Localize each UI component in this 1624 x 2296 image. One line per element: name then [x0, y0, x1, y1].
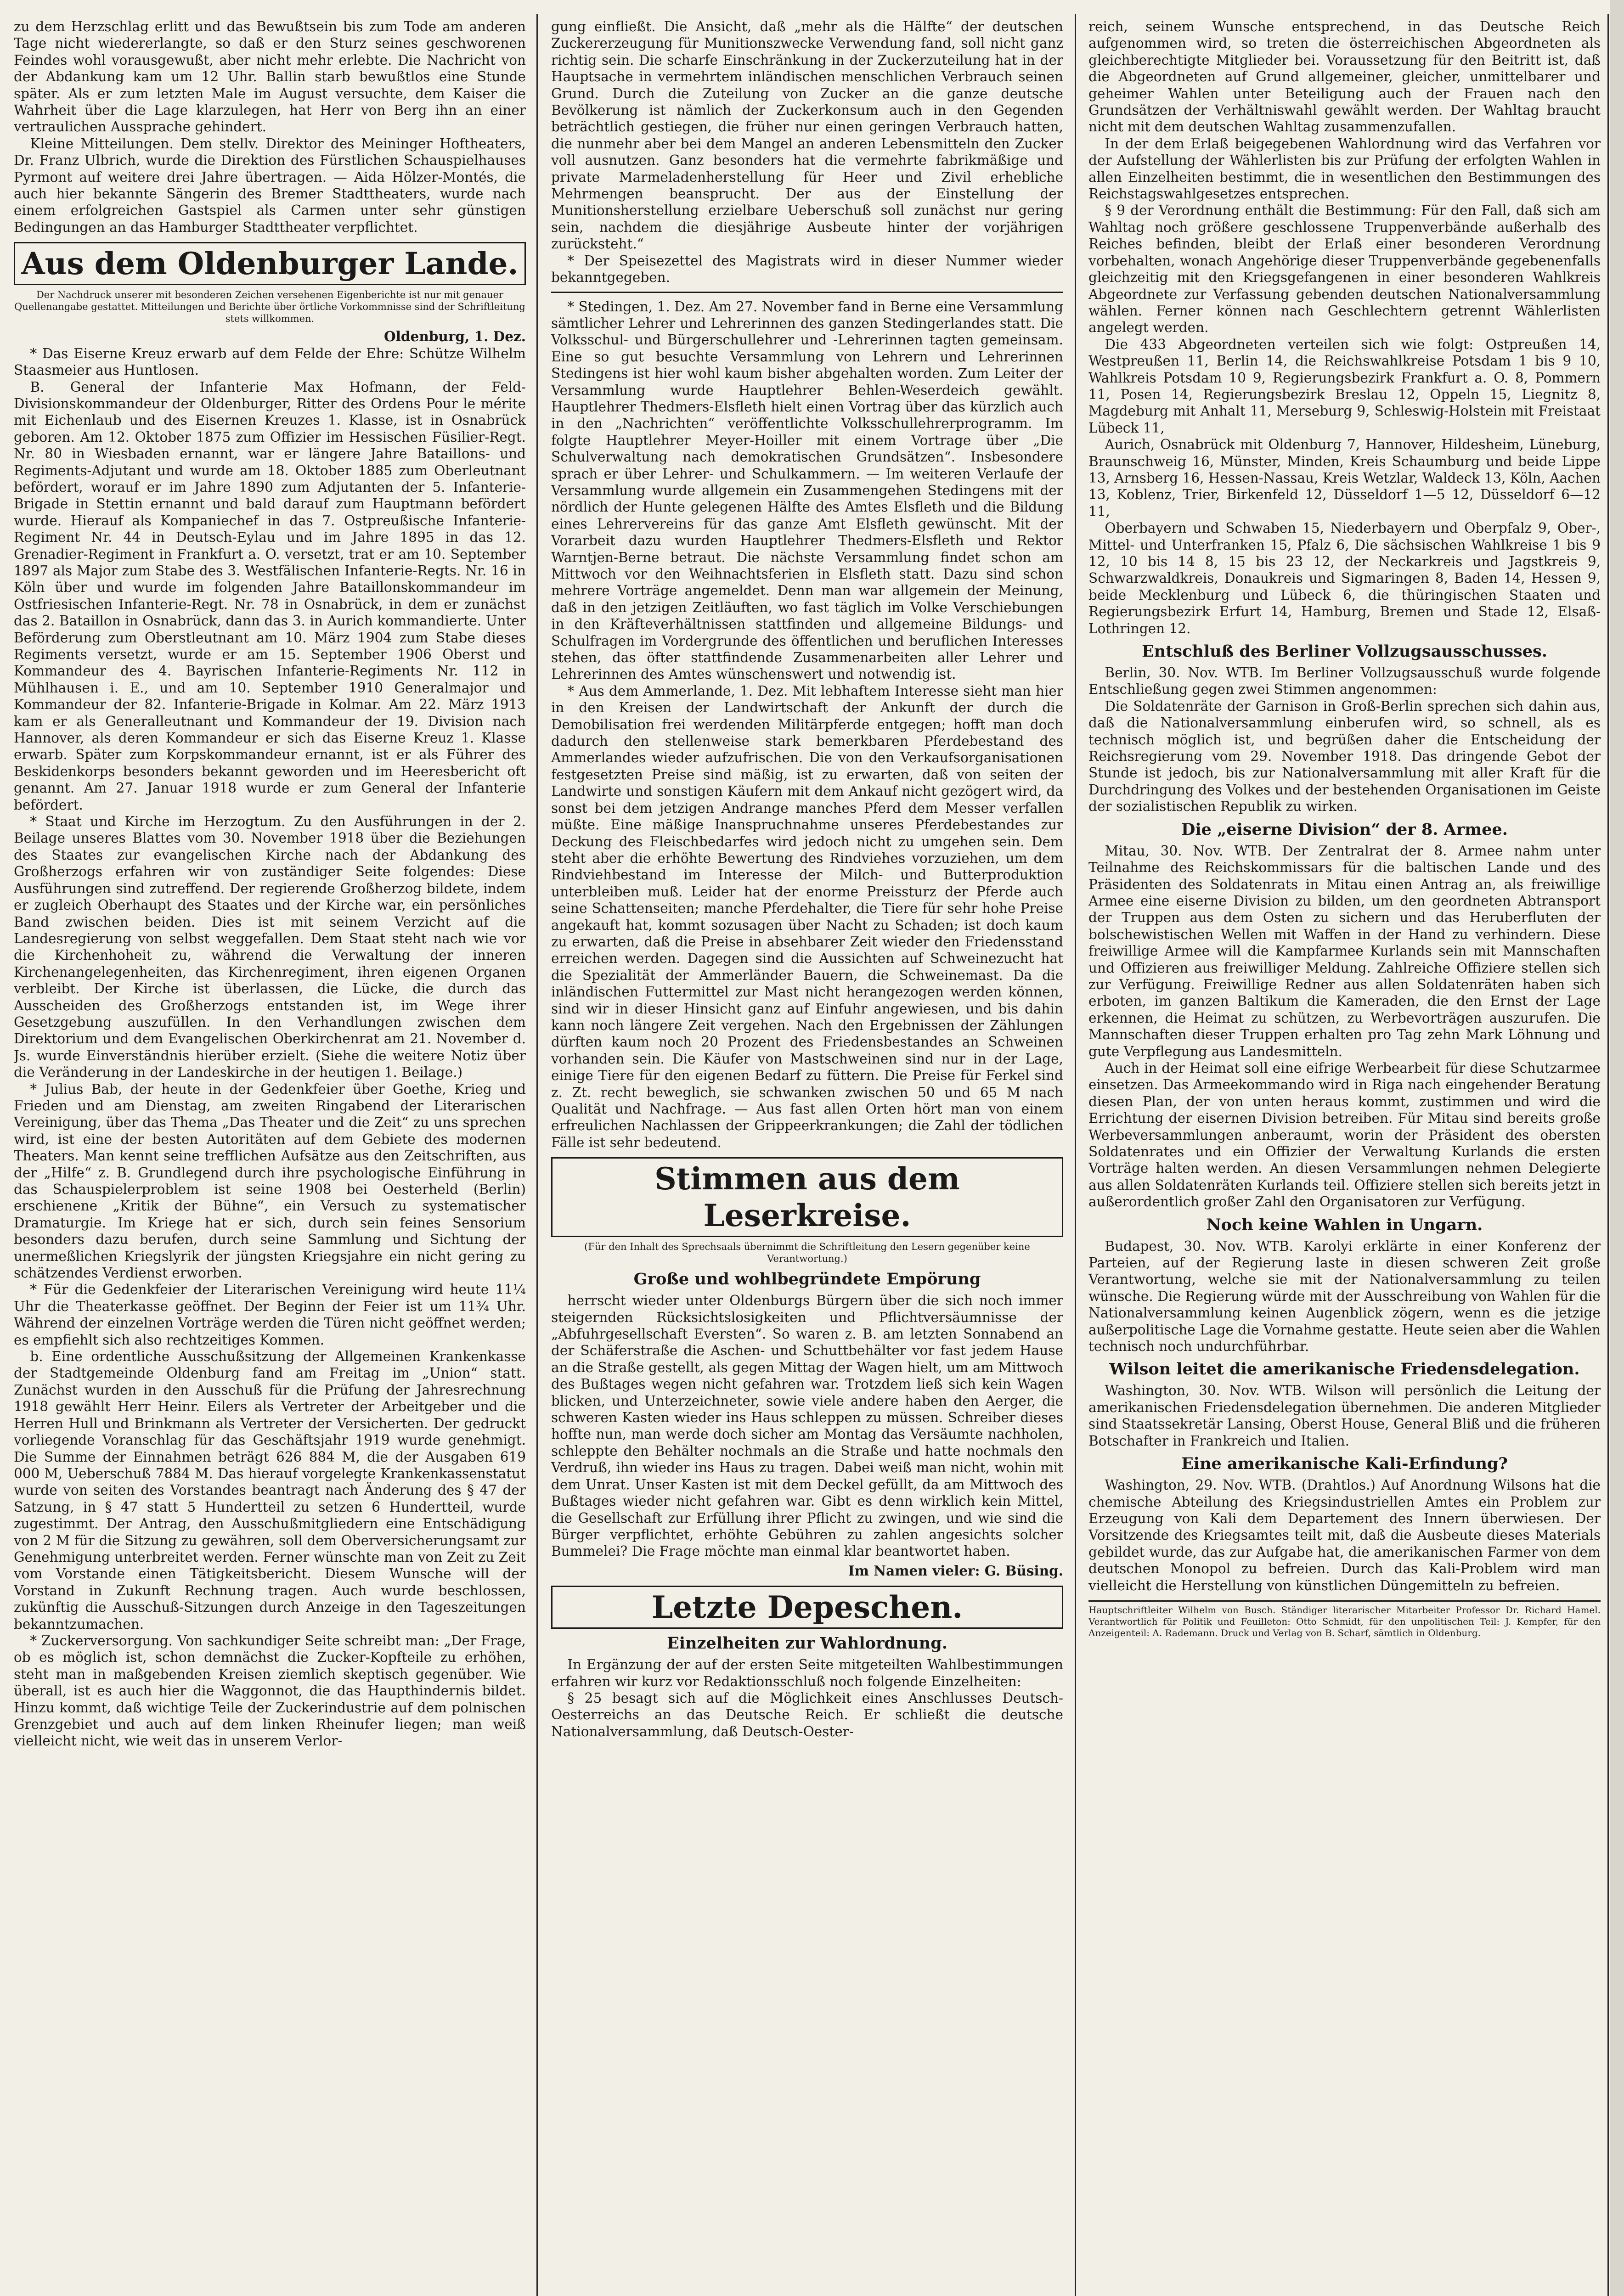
adjacent-page-edge: [1610, 0, 1624, 2296]
article-speisezettel: * Der Speisezettel des Magistrats wird in dieser Nummer wieder bekanntgegeben.: [551, 253, 1063, 286]
column-rule: [1607, 14, 1609, 2296]
article-wahlordnung-intro: In Ergänzung der auf der ersten Seite mitgeteilten Wahlbestimmungen erfahren wir kurz vor Redaktionsschluß noch folgende Einzelheiten:: [551, 1657, 1063, 1689]
section-heading-leserkreise: Stimmen aus dem Leserkreise.: [551, 1157, 1063, 1237]
column-rule: [536, 14, 538, 2296]
heading-eiserne-division: Die „eiserne Division“ der 8. Armee.: [1181, 820, 1508, 839]
section-heading-oldenburger-lande: Aus dem Oldenburger Lande.: [14, 242, 526, 285]
dateline: Oldenburg, 1. Dez.: [384, 328, 526, 345]
article-ballin-end: zu dem Herzschlag erlitt und das Bewußtsein bis zum Tode am anderen Tage nicht wiedererlangte, so daß er den Sturz seines geschworenen Feindes wohl vorausgewußt, aber nicht mehr erlebte. Die Nachricht von der Abdankung kam um 12 Uhr. Ballin starb bewußtlos eine Stunde später. Als er zum letzten Male im August versuchte, dem Kaiser die Wahrheit über die Lage klarzulegen, hat Herr von Berg ihn an einer vertraulichen Aussprache gehindert.: [14, 19, 526, 135]
article-stedingen: * Stedingen, 1. Dez. Am 27. November fand in Berne eine Versammlung sämtlicher Lehrer und Lehrerinnen des ganzen Stedingerlandes statt. Die Volksschul- und Bürgerschullehrer und -Lehrerinnen tagten gemeinsam. Eine so gut besuchte Versammlung von Lehrern und Lehrerinnen Stedingens ist hier wohl kaum bisher abgehalten worden. Zum Leiter der Versammlung wurde Hauptlehrer Behlen-Weserdeich gewählt. Hauptlehrer Thedmers-Elsfleth hielt einen Vortrag über das kürzlich auch in den „Nachrichten“ veröffentlichte Volksschullehrerprogramm. Im folgte Hauptlehrer Meyer-Hoiller mit einem Vortrage über „Die Schulverwaltung nach demokratischen Grundsätzen“. Insbesondere sprach er über Lehrer- und Schulkammern. — Im weiteren Verlaufe der Versammlung wurde allgemein ein Zusammengehen Stedingens mit der nördlich der Hunte gelegenen Hälfte des Amtes Elsfleth und die Bildung eines Lehrervereins für das ganze Amt Elsfleth gewünscht. Mit der Vorarbeit dazu wurden Hauptlehrer Thedmers-Elsfleth und Rektor Warntjen-Berne betraut. Die nächste Versammlung findet schon am Mittwoch vor den Weihnachtsferien in Elsfleth statt. Dazu sind schon mehrere Vorträge angemeldet. Denn man war allgemein der Meinung, daß in den jetzigen Zeitläuften, wo fast täglich im Volke Verschiebungen in den Kräfteverhältnissen stattfinden und allgemeine Bildungs- und Schulfragen im Vordergrunde des öffentlichen und beruflichen Interesses stehen, das öfter stattfindende Zusammenarbeiten aller Lehrer und Lehrerinnen des Amtes wünschenswert und notwendig ist.: [551, 298, 1063, 682]
subheading-wahlordnung: Einzelheiten zur Wahlordnung.: [667, 1634, 947, 1653]
article-eisernes-kreuz: * Das Eiserne Kreuz erwarb auf dem Felde der Ehre: Schütze Wilhelm Staasmeier aus Huntlosen.: [14, 345, 526, 378]
sprechsaal-note: (Für den Inhalt des Sprechsaals übernimmt die Schriftleitung den Lesern gegenüber keine Verantwortung.): [584, 1241, 1030, 1265]
article-krankenkasse: b. Eine ordentliche Ausschußsitzung der Allgemeinen Krankenkasse der Stadtgemeinde Oldenburg fand am Freitag im „Union“ statt. Zunächst wurden in den Ausschuß für die Prüfung der Jahresrechnung 1918 gewählt Herr Heinr. Eilers als Vertreter der Arbeitgeber und die Herren Hull und Brinkmann als Vertreter der Versicherten. Der gedruckt vorliegende Voranschlag für das Geschäftsjahr 1919 wurde genehmigt. Die Summe der Einnahmen beträgt 626 884 M, die der Ausgaben 619 000 M, Ueberschuß 7884 M. Das hierauf vorgelegte Krankenkassenstatut wurde von seiten des Vorstandes beantragt nach Änderung des § 47 der Satzung, in § 47 statt 5 Hundertteil zu setzen 6 Hundertteil, wurde zugestimmt. Der Antrag, den Ausschußmitgliedern eine Entschädigung von 2 M für die Sitzung zu gewähren, soll dem Oberversicherungsamt zur Genehmigung unterbreitet werden. Ferner wünschte man von Zeit zu Zeit vom Vorstande einen Tätigkeitsbericht. Diesem Wunsche will der Vorstand in Zukunft Rechnung tragen. Auch wurde beschlossen, zukünftig die Ausschuß-Sitzungen durch Anzeige in den Tageszeitungen bekanntzumachen.: [14, 1349, 526, 1632]
article-zuckerversorgung: * Zuckerversorgung. Von sachkundiger Seite schreibt man: „Der Frage, ob es möglich ist, schon demnächst die Zucker-Kopfteile zu erhöhen, steht man in maßgebenden Kreisen ziemlich skeptisch gegenüber. Wie überall, ist es auch hier die Waggonnot, die das Haupthindernis bildet. Hinzu kommt, daß wichtige Teile der Zuckerindustrie auf dem polnischen Grenzgebiet und auch auf dem linken Rheinufer liegen; man weiß vielleicht nicht, wie weit das in unserem Verlor-: [14, 1632, 526, 1749]
article-soldatenraete: Die Soldatenräte der Garnison in Groß-Berlin sprechen sich dahin aus, daß die Nationalversammlung einberufen wird, so schnell, als es technisch möglich ist, und begrüßen daher die Entscheidung der Reichsregierung vom 29. November 1918. Das dringende Gebot der Stunde ist jedoch, bis zur Nationalversammlung mit aller Kraft für die Durchdringung des Volkes und der bestehenden Organisationen im Geiste der sozialistischen Republik zu wirken.: [1088, 698, 1601, 815]
article-wahlordnung-p25: § 25 besagt sich auf die Möglichkeit eines Anschlusses Deutsch-Oesterreichs an das Deutsche Reich. Er schließt die deutsche Nationalversammlung, daß Deutsch-Oester-: [551, 1690, 1063, 1739]
article-julius-bab: * Julius Bab, der heute in der Gedenkfeier über Goethe, Krieg und Frieden und am Dienstag, am zweiten Ringabend der Literarischen Vereinigung, über das Thema „Das Theater und die Zeit“ zu uns sprechen wird, ist eine der besten Autoritäten auf dem Gebiete des modernen Theaters. Man kennt seine trefflichen Aufsätze aus den Zeitschriften, aus der „Hilfe“ z. B. Grundlegend durch ihre psychologische Einführung in das Schauspielerproblem ist seine 1908 bei Oesterheld (Berlin) erschienene „Kritik der Bühne“, ein Versuch zu systematischer Dramaturgie. Im Kriege hat er sich, durch sein feines Sensorium besonders dazu berufen, durch seine Sammlung und Sichtung der unermeßlichen Kriegslyrik der jüngsten Kriegsjahre ein nicht gering zu schätzendes Verdienst erworben.: [14, 1081, 526, 1281]
article-werbearbeit: Auch in der Heimat soll eine eifrige Werbearbeit für diese Schutzarmee einsetzen. Das Armeekommando wird in Riga nach eingehender Beratung diesen Plan, der von unten heraus kommt, zustimmen und wird die Errichtung der eisernen Division betreiben. Für Mitau sind bereits große Werbeversammlungen anberaumt, worin der Präsident des obersten Soldatenrates und ein Offizier der Verwaltung Kurlands die ersten Vorträge halten werden. An diesen Versammlungen nehmen Delegierte aus allen Soldatenräten Kurlands teil. Offiziere stellen sich bereits jetzt in außerordentlich großer Zahl den Organisatoren zur Verfügung.: [1088, 1060, 1601, 1210]
reprint-note: Der Nachdruck unserer mit besonderen Zeichen versehenen Eigenberichte ist nur mit genauer Quellenangabe gestattet. Mitteilungen und Berichte über örtliche Vorkommnisse sind der Schriftleitung stets willkommen.: [14, 289, 525, 325]
article-vollzugsausschuss: Berlin, 30. Nov. WTB. Im Berliner Vollzugsausschuß wurde folgende Entschließung gegen zwei Stimmen angenommen:: [1088, 665, 1601, 698]
column-rule: [1075, 14, 1076, 2296]
article-staat-und-kirche: * Staat und Kirche im Herzogtum. Zu den Ausführungen in der 2. Beilage unseres Blattes vom 30. November 1918 über die Beziehungen des Staates zur evangelischen Kirche nach der Abdankung des Großherzogs erfahren wir von zuständiger Seite folgendes: Diese Ausführungen sind zutreffend. Der regierende Großherzog bildete, indem er zugleich Oberhaupt des Staates und der Kirche war, ein persönliches Band zwischen beiden. Dies ist mit seinem Verzicht auf die Landesregierung von selbst weggefallen. Dem Staat steht nach wie vor die Kirchenhoheit zu, während die Verwaltung der inneren Kirchenangelegenheiten, das Kirchenregiment, ihren eigenen Organen verbleibt. Der Kirche ist überlassen, die Lücke, die durch das Ausscheiden des Großherzogs entstanden ist, im Wege ihrer Gesetzgebung auszufüllen. In den Verhandlungen zwischen dem Direktorium und dem Evangelischen Oberkirchenrat am 21. November d. Js. wurde Einverständnis hierüber erzielt. (Siehe die weitere Notiz über die Veränderung in der Landeskirche in der heutigen 1. Beilage.): [14, 814, 526, 1080]
heading-kali: Eine amerikanische Kali-Erfindung?: [1181, 1454, 1508, 1474]
article-zucker-continued: gung einfließt. Die Ansicht, daß „mehr als die Hälfte“ der deutschen Zuckererzeugung für Munitionszwecke Verwendung fand, soll nicht ganz richtig sein. Die scharfe Einschränkung in der Zuckerzuteilung hat in der Hauptsache in vermehrtem inländischen menschlichen Verbrauch seinen Grund. Durch die Zuteilung von Zucker an die ganze deutsche Bevölkerung ist nämlich der Zuckerkonsum auch in den Gegenden beträchtlich gestiegen, die früher nur einen geringen Verbrauch hatten, die nunmehr aber bei dem Mangel an anderen Lebensmitteln den Zucker voll ausnutzen. Ganz besonders hat die vermehrte fabrikmäßige und private Marmeladenherstellung für Heer und Zivil erhebliche Mehrmengen beansprucht. Der aus der Einstellung der Munitionsherstellung erzielbare Ueberschuß soll zunächst nur gering sein, nachdem die diesjährige Ausbeute hinter der vorjährigen zurücksteht.“: [551, 19, 1063, 252]
column-3: [1088, 18, 1601, 2296]
article-ammerland: * Aus dem Ammerlande, 1. Dez. Mit lebhaftem Interesse sieht man hier in den Kreisen der Landwirtschaft der Ankunft der durch die Demobilisation frei werdenden Militärpferde entgegen; hofft man doch dadurch den stellenweise stark bemerkbaren Pferdebestand des Ammerlandes wieder aufzufrischen. Die von den Verkaufsorganisationen festgesetzten Preise sind mäßig, ist zu erwarten, daß von seiten der Landwirte und sonstigen Käufern mit dem Ankauf nicht gezögert wird, da sonst bei dem jetzigen Andrange manches Pferd dem Messer verfallen müßte. Eine mäßige Inanspruchnahme unseres Pferdebestandes zur Deckung des Fleischbedarfes wird jedoch nicht zu umgehen sein. Dem steht aber die erhöhte Bewertung des Rindviehes vorzuziehen, um dem Rindviehbestand im Interesse der Milch- und Butterproduktion unterbleiben muß. Leider hat der enorme Preissturz der Pferde auch seine Schattenseiten; manche Pferdehalter, die Tiere für sehr hohe Preise angekauft hat, kommt sozusagen über Nacht zu Schaden; ist doch kaum zu erwarten, daß die Preise in absehbarer Zeit wieder den Friedensstand erreichen werden. Dagegen sind die Aussichten auf Schweinezucht hat die Spezialität der Ammerländer Bauern, die Schweinemast. Da die inländischen Futtermittel zur Mast nicht herangezogen werden können, sind wir in dieser Hinsicht ganz auf Einfuhr angewiesen, und bis dahin kann noch längere Zeit vergehen. Nach den Ergebnissen der Zählungen dürften kaum noch 20 Prozent des Friedensbestandes an Schweinen vorhanden sein. Die Käufer von Mastschweinen sind nur in der Lage, einige Tiere für den eigenen Bedarf zu füttern. Die Preise für Ferkel sind z. Zt. recht beweglich, sie schwanken zwischen 50 und 65 M nach Qualität und Nachfrage. — Aus fast allen Orten hört man von einem erfreulichen Nachlassen der Grippeerkrankungen; die Zahl der tödlichen Fälle ist sehr bedeutend.: [551, 683, 1063, 1150]
imprint: Hauptschriftleiter Wilhelm von Busch. Ständiger literarischer Mitarbeiter Professor Dr. Richard Hamel. Verantwortlich für Politik und Feuilleton: Otto Schmidt, für den unpolitischen Teil: J. Kempfer, für den Anzeigenteil: A. Rademann. Druck und Verlag von B. Scharf, sämtlich in Oldenburg.: [1088, 1600, 1601, 1639]
heading-vollzugsausschuss: Entschluß des Berliner Vollzugsausschusses.: [1142, 642, 1547, 661]
article-general-hofmann: B. General der Infanterie Max Hofmann, der Feld-Divisionskommandeur der Oldenburger, Ritter des Ordens Pour le mérite mit Eichenlaub und des Eisernen Kreuzes 1. Klasse, ist in Osnabrück geboren. Am 12. Oktober 1875 zum Offizier im Hessischen Füsilier-Regt. Nr. 80 in Wiesbaden ernannt, war er längere Jahre Bataillons- und Regiments-Adjutant und wurde am 18. Oktober 1885 zum Oberleutnant befördert, worauf er im Jahre 1890 zum Adjutanten der 5. Infanterie-Brigade in Stettin ernannt und bald darauf zum Hauptmann befördert wurde. Hierauf als Kompaniechef in das 7. Ostpreußische Infanterie-Regiment Nr. 44 in Deutsch-Eylau und im Jahre 1895 in das 12. Grenadier-Regiment in Frankfurt a. O. versetzt, trat er am 10. September 1897 als Major zum Stabe des 3. Westfälischen Infanterie-Regts. Nr. 16 in Köln über und wurde im folgenden Jahre Bataillonskommandeur im Ostfriesischen Infanterie-Regt. Nr. 78 in Osnabrück, in dem er zunächst das 2. Bataillon in Osnabrück, dann das 3. in Aurich kommandierte. Unter Beförderung zum Oberstleutnant am 10. März 1904 zum Stabe dieses Regiments versetzt, wurde er am 15. September 1906 Oberst und Kommandeur des 4. Bayrischen Infanterie-Regiments Nr. 112 in Mühlhausen i. E., und am 10. September 1910 Generalmajor und Kommandeur der 82. Infanterie-Brigade in Kolmar. Am 22. März 1913 kam er als Generalleutnant und Kommandeur der 19. Division nach Hannover, als deren Kommandeur er sich das Eiserne Kreuz 1. Klasse erwarb. Später zum Korpskommandeur ernannt, ist er als Führer des Beskidenkorps besonders bekannt geworden und im Heeresbericht oft genannt. Am 27. Januar 1918 wurde er zum General der Infanterie befördert.: [14, 379, 526, 813]
article-ungarn: Budapest, 30. Nov. WTB. Karolyi erklärte in einer Konferenz der Parteien, auf der Regierung laste in diesen schweren Zeit große Verantwortung, welche sie mit der Nationalversammlung zu teilen wünsche. Die Regierung würde mit der Ausschreibung von Wahlen für die Nationalversammlung keinen Augenblick zögern, wenn es die jetzige außerpolitische Lage die Vornahme gestatte. Heute seien aber die Wahlen technisch noch undurchführbar.: [1088, 1238, 1601, 1355]
article-abgeordnete-3: Oberbayern und Schwaben 15, Niederbayern und Oberpfalz 9, Ober-, Mittel- und Unterfranken 15, Pfalz 6, Die sächsischen Wahlkreise 1 bis 9 12, 10 bis 14 8, 15 bis 23 12, der Neckarkreis und Jagstkreis 9, Schwarzwaldkreis, Donaukreis und Sigmaringen 8, Baden 14, Hessen 9, beide Mecklenburg und Lübeck 6, die thüringischen Staaten und Regierungsbezirk Erfurt 14, Hamburg, Bremen und Stade 12, Elsaß-Lothringen 12.: [1088, 520, 1601, 636]
article-wilson: Washington, 30. Nov. WTB. Wilson will persönlich die Leitung der amerikanischen Friedensdelegation übernehmen. Die anderen Mitglieder sind Staatssekretär Lansing, Oberst House, General Bliß und die früheren Botschafter in Frankreich und Italien.: [1088, 1383, 1601, 1449]
article-eiserne-division: Mitau, 30. Nov. WTB. Der Zentralrat der 8. Armee nahm unter Teilnahme des Reichskommissars für die baltischen Lande und des Präsidenten des Soldatenrats in Mitau einen Antrag an, als freiwillige Armee eine eiserne Division zu bilden, um den geordneten Abtransport der Truppen aus dem Osten zu sichern und das Heruberfluten der bolschewistischen Wellen mit Waffen in der Hand zu verhindern. Diese freiwillige Armee will die Kampfarmee Kurlands sein mit Mannschaften und Offizieren aus freiwilliger Meldung. Zahlreiche Offiziere stellen sich zur Verfügung. Freiwillige Redner aus allen Soldatenräten haben sich erboten, im ganzen Baltikum die Kameraden, die den Ernst der Lage erkennen, die Heimat zu schützen, zu Werbevorträgen auszurufen. Die Mannschaften dieser Truppen erhalten pro Tag zehn Mark Löhnung und gute Verpflegung aus Landesmitteln.: [1088, 843, 1601, 1059]
letter-signature: Im Namen vieler: G. Büsing.: [848, 1562, 1063, 1579]
article-abgeordnete-2: Aurich, Osnabrück mit Oldenburg 7, Hannover, Hildesheim, Lüneburg, Braunschweig 16, Münster, Minden, Kreis Schaumburg und beide Lippe 13, Arnsberg 16, Hessen-Nassau, Kreis Wetzlar, Waldeck 13, Köln, Aachen 13, Koblenz, Trier, Birkenfeld 12, Düsseldorf 1—5 12, Düsseldorf 6—12 11,: [1088, 437, 1601, 519]
column-2: [551, 18, 1063, 2296]
column-1: [14, 18, 526, 2296]
letter-heading: Große und wohlbegründete Empörung: [633, 1270, 981, 1289]
section-heading-letzte-depeschen: Letzte Depeschen.: [551, 1586, 1063, 1629]
article-kali: Washington, 29. Nov. WTB. (Drahtlos.) Auf Anordnung Wilsons hat die chemische Abteilung des Kriegsindustriellen Amtes ein Problem zur Erzeugung von Kali dem Departement des Innern überwiesen. Der Vorsitzende des Kriegsamtes teilt mit, daß die Ausbeute dieses Materials gebildet wurde, das zur Aufgabe hat, die amerikanischen Farmer von dem deutschen Monopol zu befreien. Durch das Kali-Problem wird man vielleicht die Herstellung von künstlichen Düngemitteln zu befreien.: [1088, 1477, 1601, 1593]
divider: [551, 292, 1063, 293]
heading-ungarn: Noch keine Wahlen in Ungarn.: [1206, 1215, 1483, 1234]
article-oesterreich: reich, seinem Wunsche entsprechend, in das Deutsche Reich aufgenommen wird, so treten die österreichischen Abgeordneten als gleichberechtigte Mitglieder bei. Voraussetzung für den Beitritt ist, daß die Abgeordneten auf Grund allgemeiner, gleicher, unmittelbarer und geheimer Wahlen unter Beteiligung auch der Frauen nach den Grundsätzen der Verhältniswahl gewählt werden. Der Wahltag braucht nicht mit dem deutschen Wahltag zusammenzufallen.: [1088, 19, 1601, 135]
heading-wilson: Wilson leitet die amerikanische Friedensdelegation.: [1109, 1360, 1580, 1379]
article-verordnung-p9: § 9 der Verordnung enthält die Bestimmung: Für den Fall, daß sich am Wahltag noch größere geschlossene Truppenverbände außerhalb des Reiches befinden, bleibt der Erlaß einer besonderen Verordnung vorbehalten, wonach Angehörige dieser Truppenverbände gegebenenfalls gleichzeitig mit den Kriegsgefangenen in einer besonderen Wahlkreis Abgeordnete zur Verfassung gebenden deutschen Nationalversammlung wählen. Ferner können nach Geschlechtern getrennt Wählerlisten angelegt werden.: [1088, 203, 1601, 336]
article-abgeordnete-1: Die 433 Abgeordneten verteilen sich wie folgt: Ostpreußen 14, Westpreußen 11, Berlin 14, die Reichswahlkreise Potsdam 1 bis 9 10, Wahlkreis Potsdam 10 9, Regierungsbezirk Frankfurt a. O. 8, Pommern 11, Posen 14, Regierungsbezirk Breslau 12, Oppeln 15, Liegnitz 8, Magdeburg mit Anhalt 11, Merseburg 9, Schleswig-Holstein mit Freistaat Lübeck 11,: [1088, 336, 1601, 436]
article-wahlordnung-erlass: In der dem Erlaß beigegebenen Wahlordnung wird das Verfahren vor der Aufstellung der Wählerlisten bis zur Prüfung der erfolgten Wahlen in allen Einzelheiten bestimmt, die in wesentlichen den Bestimmungen des Reichstagswahlgesetzes entsprechen.: [1088, 135, 1601, 202]
article-kleine-mitteilungen: Kleine Mitteilungen. Dem stellv. Direktor des Meininger Hoftheaters, Dr. Franz Ulbrich, wurde die Direktion des Fürstlichen Schauspielhauses Pyrmont auf weitere drei Jahre übertragen. — Aida Hölzer-Montés, die auch hier bekannte Sängerin des Bremer Stadttheaters, wurde nach einem erfolgreichen Gastspiel als Carmen unter sehr günstigen Bedingungen an das Hamburger Stadttheater verpflichtet.: [14, 135, 526, 235]
article-gedenkfeier: * Für die Gedenkfeier der Literarischen Vereinigung wird heute 11¼ Uhr die Theaterkasse geöffnet. Der Beginn der Feier ist um 11¾ Uhr. Während der einzelnen Vorträge werden die Türen nicht geöffnet werden; es empfiehlt sich also rechtzeitiges Kommen.: [14, 1282, 526, 1348]
letter-body: herrscht wieder unter Oldenburgs Bürgern über die sich noch immer steigernden Rücksichtslosigkeiten und Pflichtversäumnisse der „Abfuhrgesellschaft Eversten“. So waren z. B. am letzten Sonnabend an der Schäferstraße die Aschen- und Schuttbehälter vor fast jedem Hause an die Straße gestellt, als gegen Mittag der Wagen hielt, um am Mittwoch des Bußtages wegen nicht gefahren war. Trotzdem ließ sich kein Wagen blicken, und Unterzeichneter, sowie viele andere haben den Aerger, die schweren Kasten wieder ins Haus schleppen zu müssen. Schreiber dieses hoffte nun, man werde doch sicher am Montag das Versäumte nachholen, schleppte den Behälter nochmals an die Straße und hatte nochmals den Verdruß, ihn wieder ins Haus zu tragen. Dabei weiß man nicht, wohin mit dem Unrat. Unser Kasten ist mit dem Deckel gefüllt, da am Mittwoch des Bußtages wieder nicht gefahren war. Gibt es denn wirklich kein Mittel, die Gesellschaft zur Erfüllung ihrer Pflicht zu zwingen, und wie sind die Bürger verpflichtet, erhöhte Gebühren zu zahlen angesichts solcher Bummelei? Die Frage möchte man einmal klar beantwortet haben.: [551, 1293, 1063, 1559]
